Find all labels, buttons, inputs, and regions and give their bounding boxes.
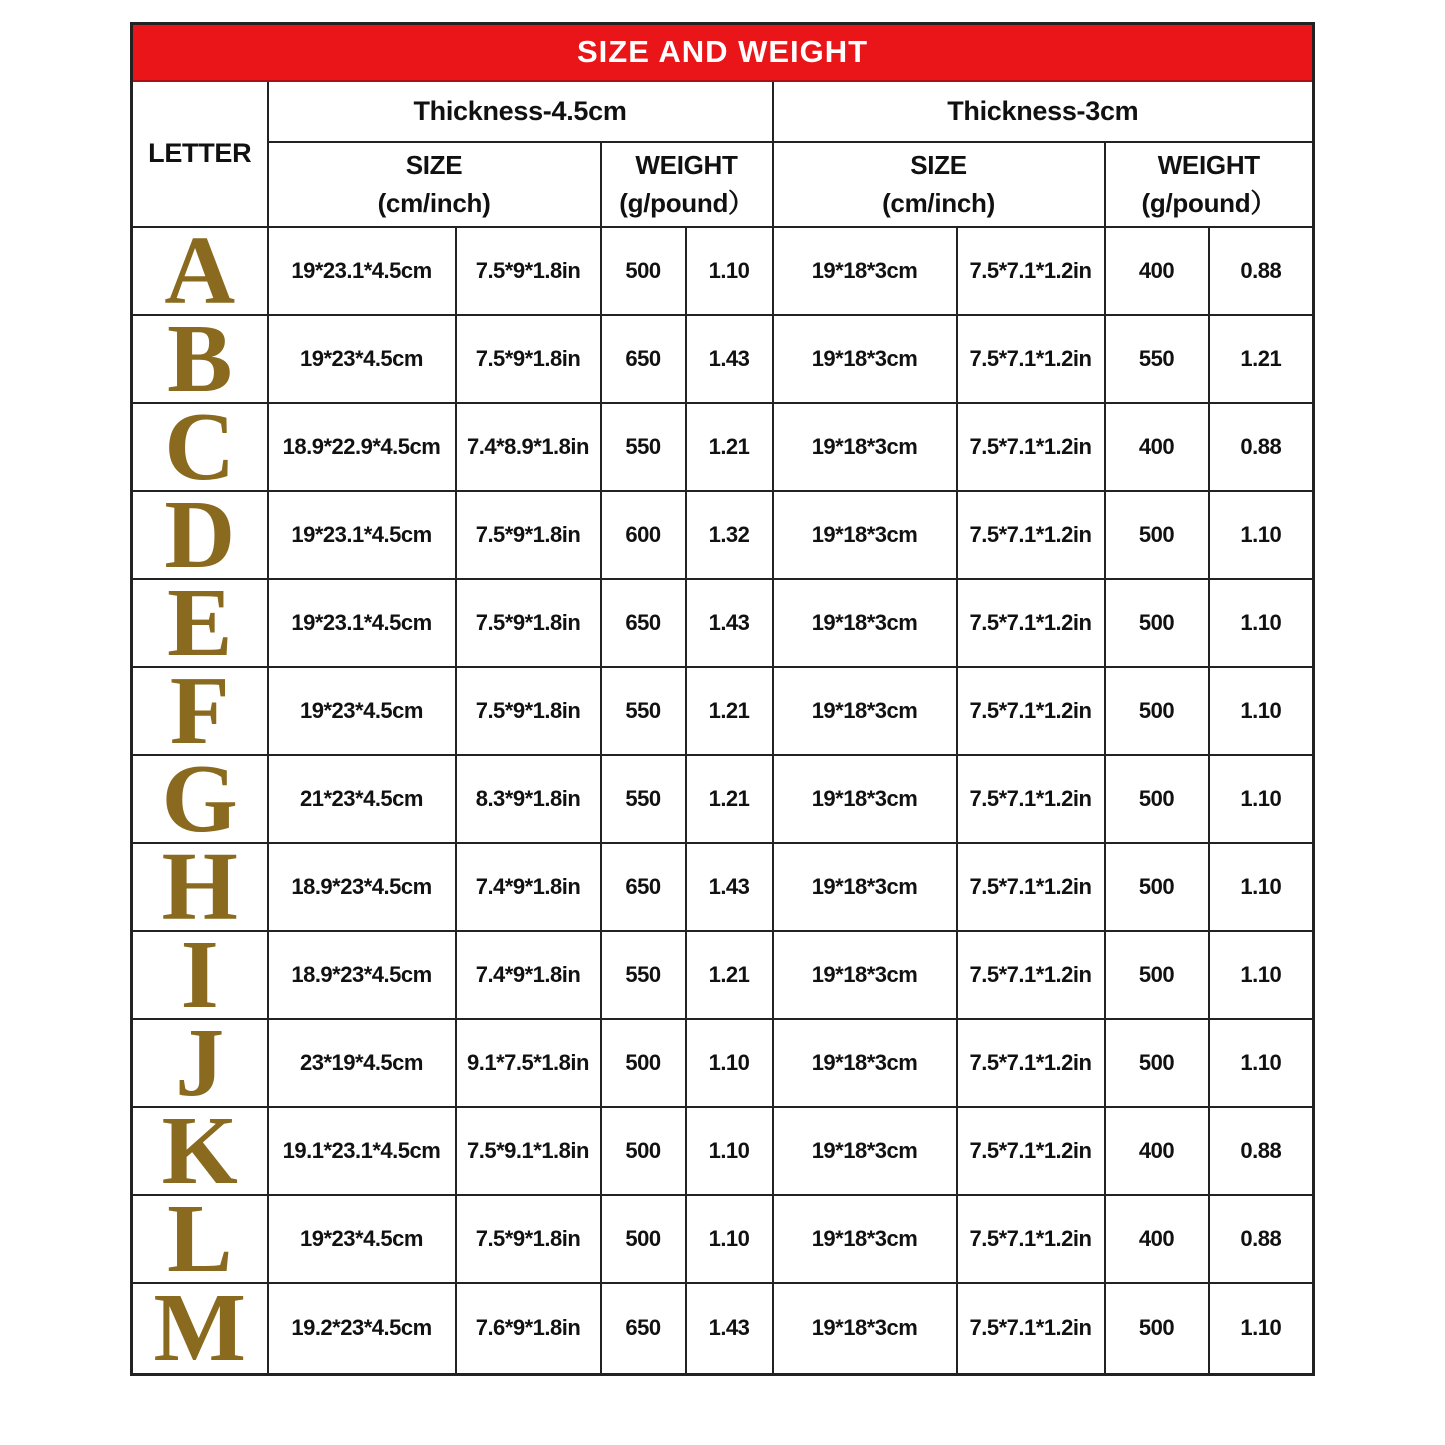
size-inch-thickness3-cell: 7.5*7.1*1.2in <box>957 1283 1105 1375</box>
size-inch-thickness45-cell: 7.4*9*1.8in <box>456 931 601 1019</box>
table-row <box>132 315 1314 403</box>
size-cm-thickness3-cell: 19*18*3cm <box>773 667 957 755</box>
table-row <box>132 491 1314 579</box>
size-header-thickness3 <box>773 142 1105 227</box>
weight-pound-thickness3-cell: 1.10 <box>1209 755 1314 843</box>
size-cm-thickness45-cell: 19*23*4.5cm <box>268 1195 456 1283</box>
weight-pound-thickness45-cell: 1.43 <box>686 579 773 667</box>
weight-pound-thickness3-cell: 1.21 <box>1209 315 1314 403</box>
letter-cell: L <box>132 1195 268 1283</box>
thickness-group-row <box>132 81 1314 142</box>
weight-pound-thickness3-cell: 0.88 <box>1209 1107 1314 1195</box>
weight-g-thickness3-cell: 500 <box>1105 491 1209 579</box>
weight-g-thickness45-cell: 650 <box>601 843 686 931</box>
weight-g-thickness45-cell: 500 <box>601 1107 686 1195</box>
size-inch-thickness3-cell: 7.5*7.1*1.2in <box>957 755 1105 843</box>
thickness-3cm-group-header: Thickness-3cm <box>773 81 1314 142</box>
size-cm-thickness3-cell: 19*18*3cm <box>773 931 957 1019</box>
weight-g-thickness3-cell: 400 <box>1105 403 1209 491</box>
letter-cell: I <box>132 931 268 1019</box>
weight-g-thickness3-cell: 400 <box>1105 1195 1209 1283</box>
weight-pound-thickness45-cell: 1.21 <box>686 667 773 755</box>
weight-pound-thickness45-cell: 1.32 <box>686 491 773 579</box>
table-row <box>132 667 1314 755</box>
size-cm-thickness45-cell: 19*23.1*4.5cm <box>268 491 456 579</box>
table-row <box>132 843 1314 931</box>
table-row <box>132 1019 1314 1107</box>
weight-pound-thickness3-cell: 0.88 <box>1209 403 1314 491</box>
sub-header-row <box>132 142 1314 227</box>
weight-pound-thickness45-cell: 1.43 <box>686 843 773 931</box>
table-header <box>132 24 1314 227</box>
size-inch-thickness45-cell: 7.5*9*1.8in <box>456 315 601 403</box>
weight-pound-thickness3-cell: 1.10 <box>1209 931 1314 1019</box>
letter-cell: C <box>132 403 268 491</box>
size-cm-thickness45-cell: 19.2*23*4.5cm <box>268 1283 456 1375</box>
weight-g-thickness45-cell: 500 <box>601 1195 686 1283</box>
size-inch-thickness45-cell: 7.5*9*1.8in <box>456 491 601 579</box>
table-row <box>132 1283 1314 1375</box>
weight-pound-thickness3-cell: 1.10 <box>1209 491 1314 579</box>
weight-pound-thickness45-cell: 1.10 <box>686 227 773 315</box>
table-title: SIZE AND WEIGHT <box>132 24 1314 81</box>
weight-g-thickness45-cell: 500 <box>601 1019 686 1107</box>
size-cm-thickness3-cell: 19*18*3cm <box>773 1195 957 1283</box>
weight-g-thickness45-cell: 550 <box>601 931 686 1019</box>
size-cm-thickness3-cell: 19*18*3cm <box>773 755 957 843</box>
thickness-45cm-group-header: Thickness-4.5cm <box>268 81 773 142</box>
letter-cell: A <box>132 227 268 315</box>
weight-header-unit: (g/pound） <box>1141 188 1277 218</box>
weight-header-thickness45 <box>601 142 773 227</box>
weight-pound-thickness3-cell: 1.10 <box>1209 579 1314 667</box>
weight-pound-thickness45-cell: 1.10 <box>686 1195 773 1283</box>
size-inch-thickness45-cell: 7.5*9*1.8in <box>456 579 601 667</box>
weight-g-thickness45-cell: 600 <box>601 491 686 579</box>
size-cm-thickness3-cell: 19*18*3cm <box>773 315 957 403</box>
weight-pound-thickness45-cell: 1.43 <box>686 315 773 403</box>
weight-pound-thickness45-cell: 1.21 <box>686 931 773 1019</box>
weight-g-thickness3-cell: 500 <box>1105 1019 1209 1107</box>
size-inch-thickness45-cell: 7.5*9*1.8in <box>456 667 601 755</box>
size-cm-thickness45-cell: 19*23*4.5cm <box>268 315 456 403</box>
weight-pound-thickness45-cell: 1.43 <box>686 1283 773 1375</box>
table-row <box>132 755 1314 843</box>
size-inch-thickness45-cell: 9.1*7.5*1.8in <box>456 1019 601 1107</box>
weight-pound-thickness45-cell: 1.10 <box>686 1019 773 1107</box>
size-cm-thickness45-cell: 21*23*4.5cm <box>268 755 456 843</box>
size-cm-thickness3-cell: 19*18*3cm <box>773 579 957 667</box>
size-inch-thickness3-cell: 7.5*7.1*1.2in <box>957 843 1105 931</box>
size-header-unit: (cm/inch) <box>377 188 491 218</box>
table-body <box>132 227 1314 1375</box>
size-header-thickness45 <box>268 142 601 227</box>
size-cm-thickness45-cell: 19.1*23.1*4.5cm <box>268 1107 456 1195</box>
weight-pound-thickness3-cell: 0.88 <box>1209 227 1314 315</box>
size-inch-thickness3-cell: 7.5*7.1*1.2in <box>957 1195 1105 1283</box>
table-row <box>132 403 1314 491</box>
weight-g-thickness3-cell: 400 <box>1105 227 1209 315</box>
size-cm-thickness45-cell: 23*19*4.5cm <box>268 1019 456 1107</box>
size-cm-thickness45-cell: 19*23.1*4.5cm <box>268 579 456 667</box>
table-row <box>132 931 1314 1019</box>
weight-g-thickness3-cell: 400 <box>1105 1107 1209 1195</box>
letter-cell: J <box>132 1019 268 1107</box>
table-row <box>132 1107 1314 1195</box>
letter-cell: F <box>132 667 268 755</box>
weight-g-thickness45-cell: 550 <box>601 667 686 755</box>
weight-header-label: WEIGHT <box>1157 150 1260 180</box>
size-weight-table <box>130 22 1315 1376</box>
weight-g-thickness45-cell: 500 <box>601 227 686 315</box>
title-row <box>132 24 1314 81</box>
size-cm-thickness3-cell: 19*18*3cm <box>773 1019 957 1107</box>
weight-g-thickness3-cell: 550 <box>1105 315 1209 403</box>
size-cm-thickness3-cell: 19*18*3cm <box>773 843 957 931</box>
size-inch-thickness3-cell: 7.5*7.1*1.2in <box>957 931 1105 1019</box>
size-cm-thickness3-cell: 19*18*3cm <box>773 227 957 315</box>
weight-g-thickness3-cell: 500 <box>1105 1283 1209 1375</box>
size-inch-thickness3-cell: 7.5*7.1*1.2in <box>957 403 1105 491</box>
weight-g-thickness45-cell: 650 <box>601 1283 686 1375</box>
weight-pound-thickness3-cell: 1.10 <box>1209 1283 1314 1375</box>
size-inch-thickness3-cell: 7.5*7.1*1.2in <box>957 579 1105 667</box>
weight-g-thickness45-cell: 650 <box>601 579 686 667</box>
weight-g-thickness3-cell: 500 <box>1105 931 1209 1019</box>
size-inch-thickness3-cell: 7.5*7.1*1.2in <box>957 667 1105 755</box>
size-inch-thickness45-cell: 7.5*9*1.8in <box>456 1195 601 1283</box>
weight-pound-thickness45-cell: 1.21 <box>686 403 773 491</box>
weight-g-thickness45-cell: 650 <box>601 315 686 403</box>
size-cm-thickness45-cell: 18.9*23*4.5cm <box>268 843 456 931</box>
weight-pound-thickness45-cell: 1.10 <box>686 1107 773 1195</box>
weight-g-thickness3-cell: 500 <box>1105 843 1209 931</box>
size-inch-thickness3-cell: 7.5*7.1*1.2in <box>957 227 1105 315</box>
size-inch-thickness45-cell: 7.5*9*1.8in <box>456 227 601 315</box>
weight-g-thickness45-cell: 550 <box>601 755 686 843</box>
size-inch-thickness45-cell: 8.3*9*1.8in <box>456 755 601 843</box>
weight-pound-thickness3-cell: 1.10 <box>1209 843 1314 931</box>
weight-g-thickness45-cell: 550 <box>601 403 686 491</box>
letter-cell: K <box>132 1107 268 1195</box>
letter-cell: B <box>132 315 268 403</box>
size-inch-thickness45-cell: 7.4*8.9*1.8in <box>456 403 601 491</box>
size-inch-thickness3-cell: 7.5*7.1*1.2in <box>957 491 1105 579</box>
size-cm-thickness3-cell: 19*18*3cm <box>773 1107 957 1195</box>
table-row <box>132 1195 1314 1283</box>
size-cm-thickness45-cell: 19*23.1*4.5cm <box>268 227 456 315</box>
size-inch-thickness45-cell: 7.6*9*1.8in <box>456 1283 601 1375</box>
letter-cell: D <box>132 491 268 579</box>
letter-cell: G <box>132 755 268 843</box>
weight-g-thickness3-cell: 500 <box>1105 579 1209 667</box>
size-inch-thickness3-cell: 7.5*7.1*1.2in <box>957 315 1105 403</box>
size-cm-thickness3-cell: 19*18*3cm <box>773 1283 957 1375</box>
size-header-label: SIZE <box>405 150 463 180</box>
size-inch-thickness45-cell: 7.5*9.1*1.8in <box>456 1107 601 1195</box>
weight-pound-thickness3-cell: 0.88 <box>1209 1195 1314 1283</box>
weight-pound-thickness3-cell: 1.10 <box>1209 1019 1314 1107</box>
weight-header-unit: (g/pound） <box>619 188 754 218</box>
weight-pound-thickness45-cell: 1.21 <box>686 755 773 843</box>
table-row <box>132 579 1314 667</box>
weight-header-thickness3 <box>1105 142 1314 227</box>
size-inch-thickness3-cell: 7.5*7.1*1.2in <box>957 1019 1105 1107</box>
letter-cell: M <box>132 1283 268 1375</box>
letter-cell: H <box>132 843 268 931</box>
size-inch-thickness45-cell: 7.4*9*1.8in <box>456 843 601 931</box>
weight-header-label: WEIGHT <box>635 150 738 180</box>
size-header-unit: (cm/inch) <box>882 188 995 218</box>
letter-column-header: LETTER <box>132 81 268 227</box>
weight-g-thickness3-cell: 500 <box>1105 667 1209 755</box>
size-cm-thickness3-cell: 19*18*3cm <box>773 491 957 579</box>
size-cm-thickness3-cell: 19*18*3cm <box>773 403 957 491</box>
weight-g-thickness3-cell: 500 <box>1105 755 1209 843</box>
size-inch-thickness3-cell: 7.5*7.1*1.2in <box>957 1107 1105 1195</box>
size-cm-thickness45-cell: 18.9*23*4.5cm <box>268 931 456 1019</box>
size-header-label: SIZE <box>910 150 967 180</box>
size-cm-thickness45-cell: 18.9*22.9*4.5cm <box>268 403 456 491</box>
table-row <box>132 227 1314 315</box>
letter-cell: E <box>132 579 268 667</box>
size-cm-thickness45-cell: 19*23*4.5cm <box>268 667 456 755</box>
weight-pound-thickness3-cell: 1.10 <box>1209 667 1314 755</box>
